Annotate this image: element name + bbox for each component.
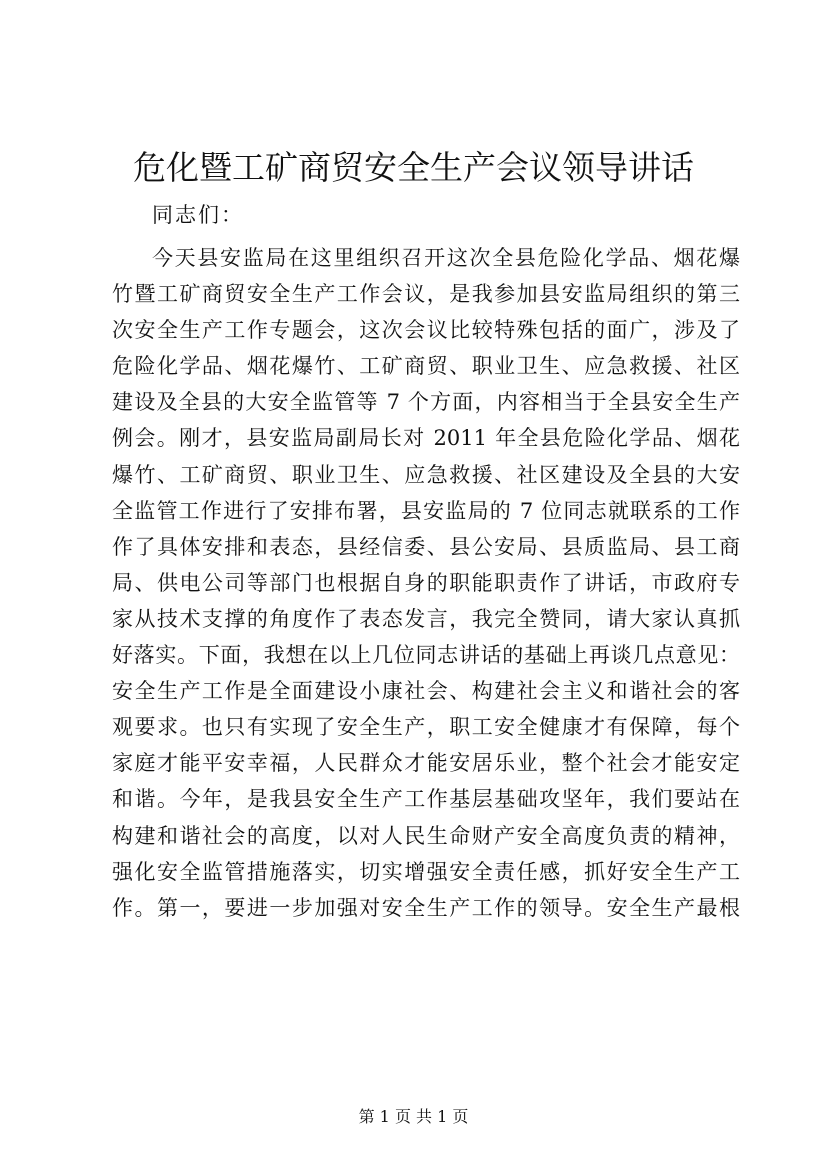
body-line: 次安全生产工作专题会，这次会议比较特殊包括的面广，涉及了: [112, 318, 740, 343]
document-body: [112, 240, 740, 926]
body-line: 危险化学品、烟花爆竹、工矿商贸、职业卫生、应急救援、社区: [112, 354, 740, 379]
document-title: 危化暨工矿商贸安全生产会议领导讲话: [133, 148, 694, 187]
body-line: 全监管工作进行了安排布署，县安监局的 7 位同志就联系的工作: [112, 498, 740, 523]
body-line: 作了具体安排和表态，县经信委、县公安局、县质监局、县工商: [112, 534, 740, 559]
body-line: 安全生产工作是全面建设小康社会、构建社会主义和谐社会的客: [112, 679, 740, 704]
body-line: 构建和谐社会的高度，以对人民生命财产安全高度负责的精神，: [112, 823, 740, 848]
body-line: 今天县安监局在这里组织召开这次全县危险化学品、烟花爆: [152, 246, 740, 270]
body-line: 强化安全监管措施落实，切实增强安全责任感，抓好安全生产工: [112, 859, 740, 884]
body-line: 建设及全县的大安全监管等 7 个方面，内容相当于全县安全生产: [112, 390, 740, 415]
body-line: 作。第一，要进一步加强对安全生产工作的领导。安全生产最根: [112, 895, 740, 920]
body-line: 例会。刚才，县安监局副局长对 2011 年全县危险化学品、烟花: [112, 426, 740, 451]
body-line: 爆竹、工矿商贸、职业卫生、应急救援、社区建设及全县的大安: [112, 462, 740, 487]
body-line: 局、供电公司等部门也根据自身的职能职责作了讲话，市政府专: [112, 570, 740, 595]
body-line: 好落实。下面，我想在以上几位同志讲话的基础上再谈几点意见：: [112, 643, 740, 668]
body-line: 竹暨工矿商贸安全生产工作会议，是我参加县安监局组织的第三: [112, 282, 740, 307]
body-line: 和谐。今年，是我县安全生产工作基层基础攻坚年，我们要站在: [112, 787, 740, 812]
body-line: 家庭才能平安幸福，人民群众才能安居乐业，整个社会才能安定: [112, 751, 740, 776]
salutation: 同志们：: [152, 203, 244, 227]
body-line: 观要求。也只有实现了安全生产，职工安全健康才有保障，每个: [112, 715, 740, 740]
body-line: 家从技术支撑的角度作了表态发言，我完全赞同，请大家认真抓: [112, 606, 740, 631]
page-footer: 第 1 页 共 1 页: [358, 1107, 469, 1126]
